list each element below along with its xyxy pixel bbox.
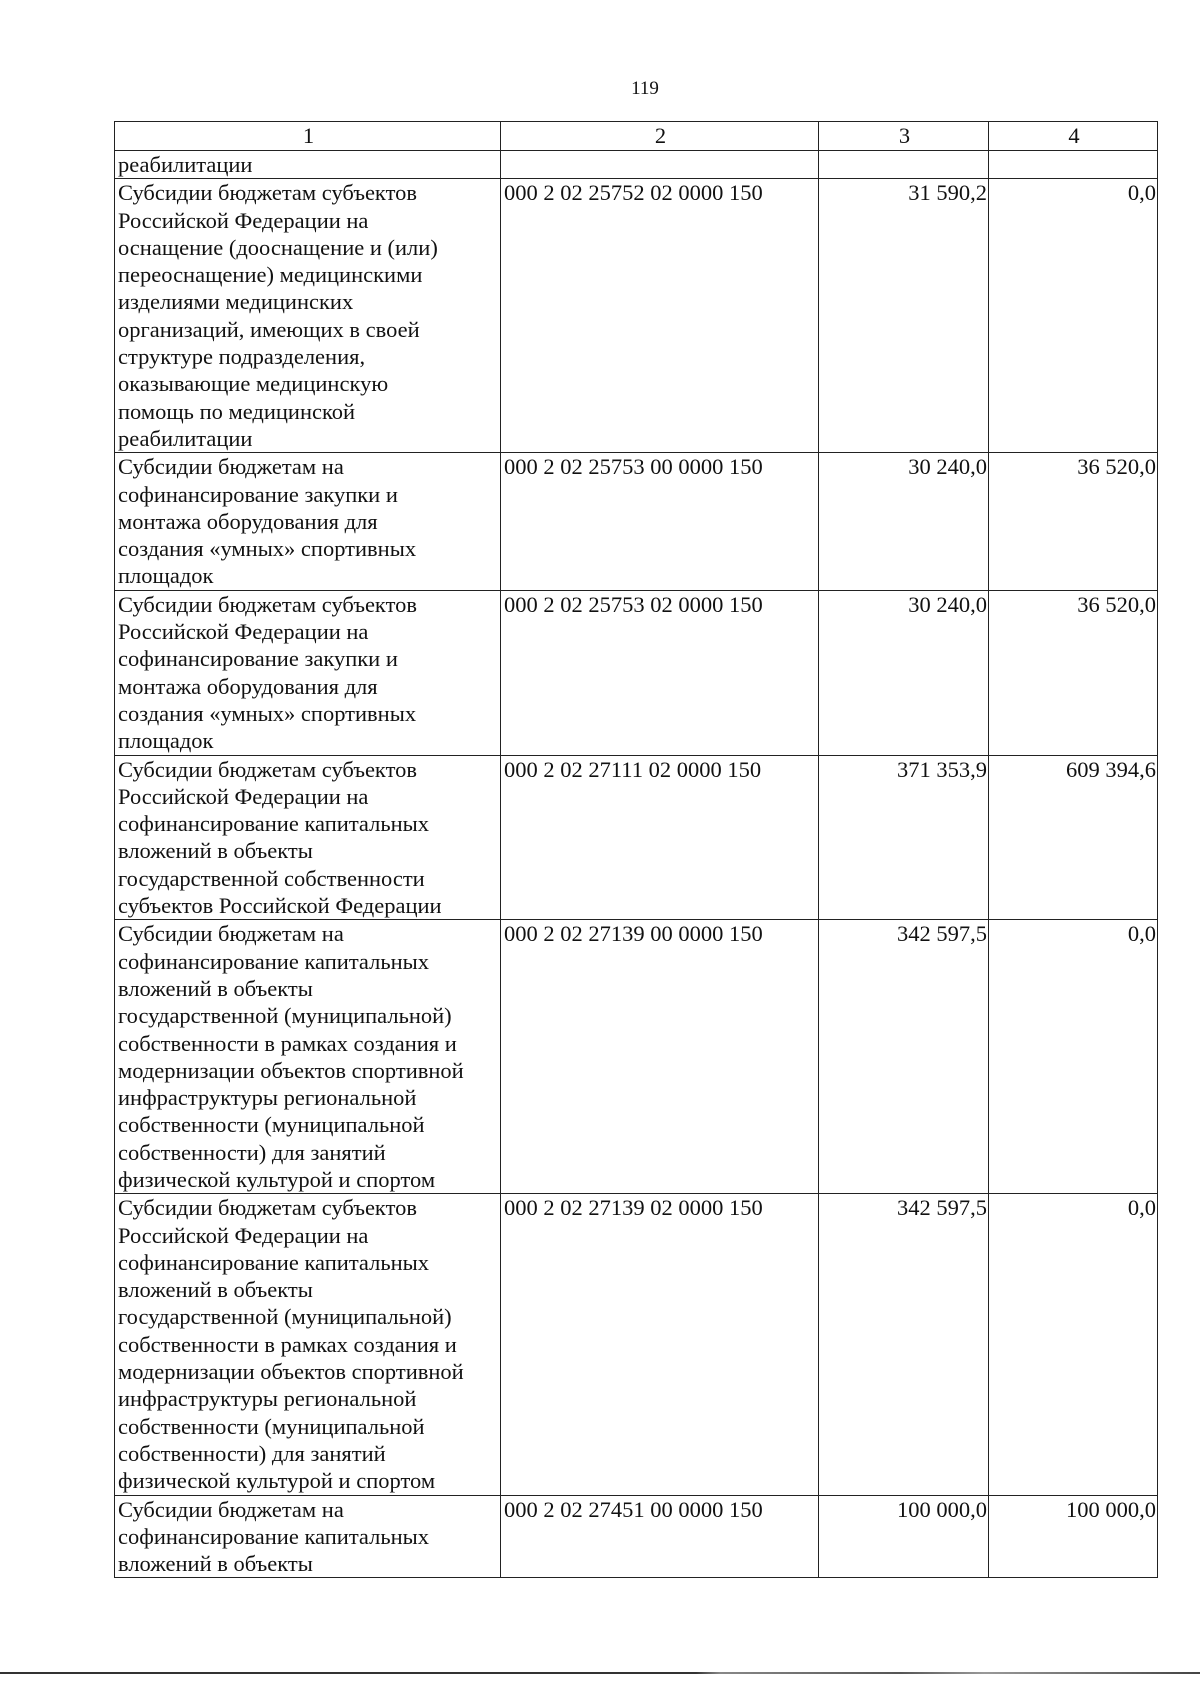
table-row <box>115 179 1158 453</box>
table-header-row <box>115 122 1158 151</box>
row-value-3: 342 597,5 <box>819 1194 989 1495</box>
row-name: Субсидии бюджетам на софинансирование капитальных вложений в объекты государственной (муниципальной) собственности в рамках создания и модернизации объектов спортивной инфраструктуры региональной собственности (муниципальной собственности) для занятий физической культурой и спортом <box>115 920 501 1194</box>
row-code: 000 2 02 25753 02 0000 150 <box>501 590 819 755</box>
column-header-3: 3 <box>819 122 989 151</box>
budget-table <box>114 121 1158 1578</box>
table-row <box>115 755 1158 920</box>
row-value-3: 30 240,0 <box>819 453 989 590</box>
row-code: 000 2 02 27451 00 0000 150 <box>501 1495 819 1578</box>
row-value-4: 36 520,0 <box>989 453 1158 590</box>
row-name: Субсидии бюджетам субъектов Российской Федерации на софинансирование капитальных вложений в объекты государственной собственности субъектов Российской Федерации <box>115 755 501 920</box>
row-value-4 <box>989 151 1158 179</box>
row-value-4: 0,0 <box>989 1194 1158 1495</box>
row-name: Субсидии бюджетам субъектов Российской Федерации на софинансирование капитальных вложений в объекты государственной (муниципальной) собственности в рамках создания и модернизации объектов спортивной инфраструктуры региональной собственности (муниципальной собственности) для занятий физической культурой и спортом <box>115 1194 501 1495</box>
row-value-4: 0,0 <box>989 920 1158 1194</box>
row-value-4: 0,0 <box>989 179 1158 453</box>
column-header-1: 1 <box>115 122 501 151</box>
row-code <box>501 151 819 179</box>
table-row <box>115 920 1158 1194</box>
row-code: 000 2 02 27139 02 0000 150 <box>501 1194 819 1495</box>
row-code: 000 2 02 27139 00 0000 150 <box>501 920 819 1194</box>
column-header-4: 4 <box>989 122 1158 151</box>
column-header-2: 2 <box>501 122 819 151</box>
row-value-3: 100 000,0 <box>819 1495 989 1578</box>
table-row <box>115 1194 1158 1495</box>
row-name: Субсидии бюджетам субъектов Российской Федерации на софинансирование закупки и монтажа оборудования для создания «умных» спортивных площадок <box>115 590 501 755</box>
row-value-3: 31 590,2 <box>819 179 989 453</box>
row-name: Субсидии бюджетам на софинансирование закупки и монтажа оборудования для создания «умных» спортивных площадок <box>115 453 501 590</box>
row-value-4: 100 000,0 <box>989 1495 1158 1578</box>
row-value-4: 609 394,6 <box>989 755 1158 920</box>
row-name: Субсидии бюджетам на софинансирование капитальных вложений в объекты <box>115 1495 501 1578</box>
table-row <box>115 590 1158 755</box>
row-name: Субсидии бюджетам субъектов Российской Федерации на оснащение (дооснащение и (или) переоснащение) медицинскими изделиями медицинских организаций, имеющих в своей структуре подразделения, оказывающие медицинскую помощь по медицинской реабилитации <box>115 179 501 453</box>
table-row <box>115 453 1158 590</box>
page-number: 119 <box>631 78 659 99</box>
row-code: 000 2 02 25753 00 0000 150 <box>501 453 819 590</box>
row-code: 000 2 02 25752 02 0000 150 <box>501 179 819 453</box>
table-row <box>115 1495 1158 1578</box>
footer-divider <box>0 1672 1200 1674</box>
row-value-3 <box>819 151 989 179</box>
row-value-4: 36 520,0 <box>989 590 1158 755</box>
table-row <box>115 151 1158 179</box>
row-value-3: 371 353,9 <box>819 755 989 920</box>
row-code: 000 2 02 27111 02 0000 150 <box>501 755 819 920</box>
row-name: реабилитации <box>115 151 501 179</box>
row-value-3: 30 240,0 <box>819 590 989 755</box>
row-value-3: 342 597,5 <box>819 920 989 1194</box>
